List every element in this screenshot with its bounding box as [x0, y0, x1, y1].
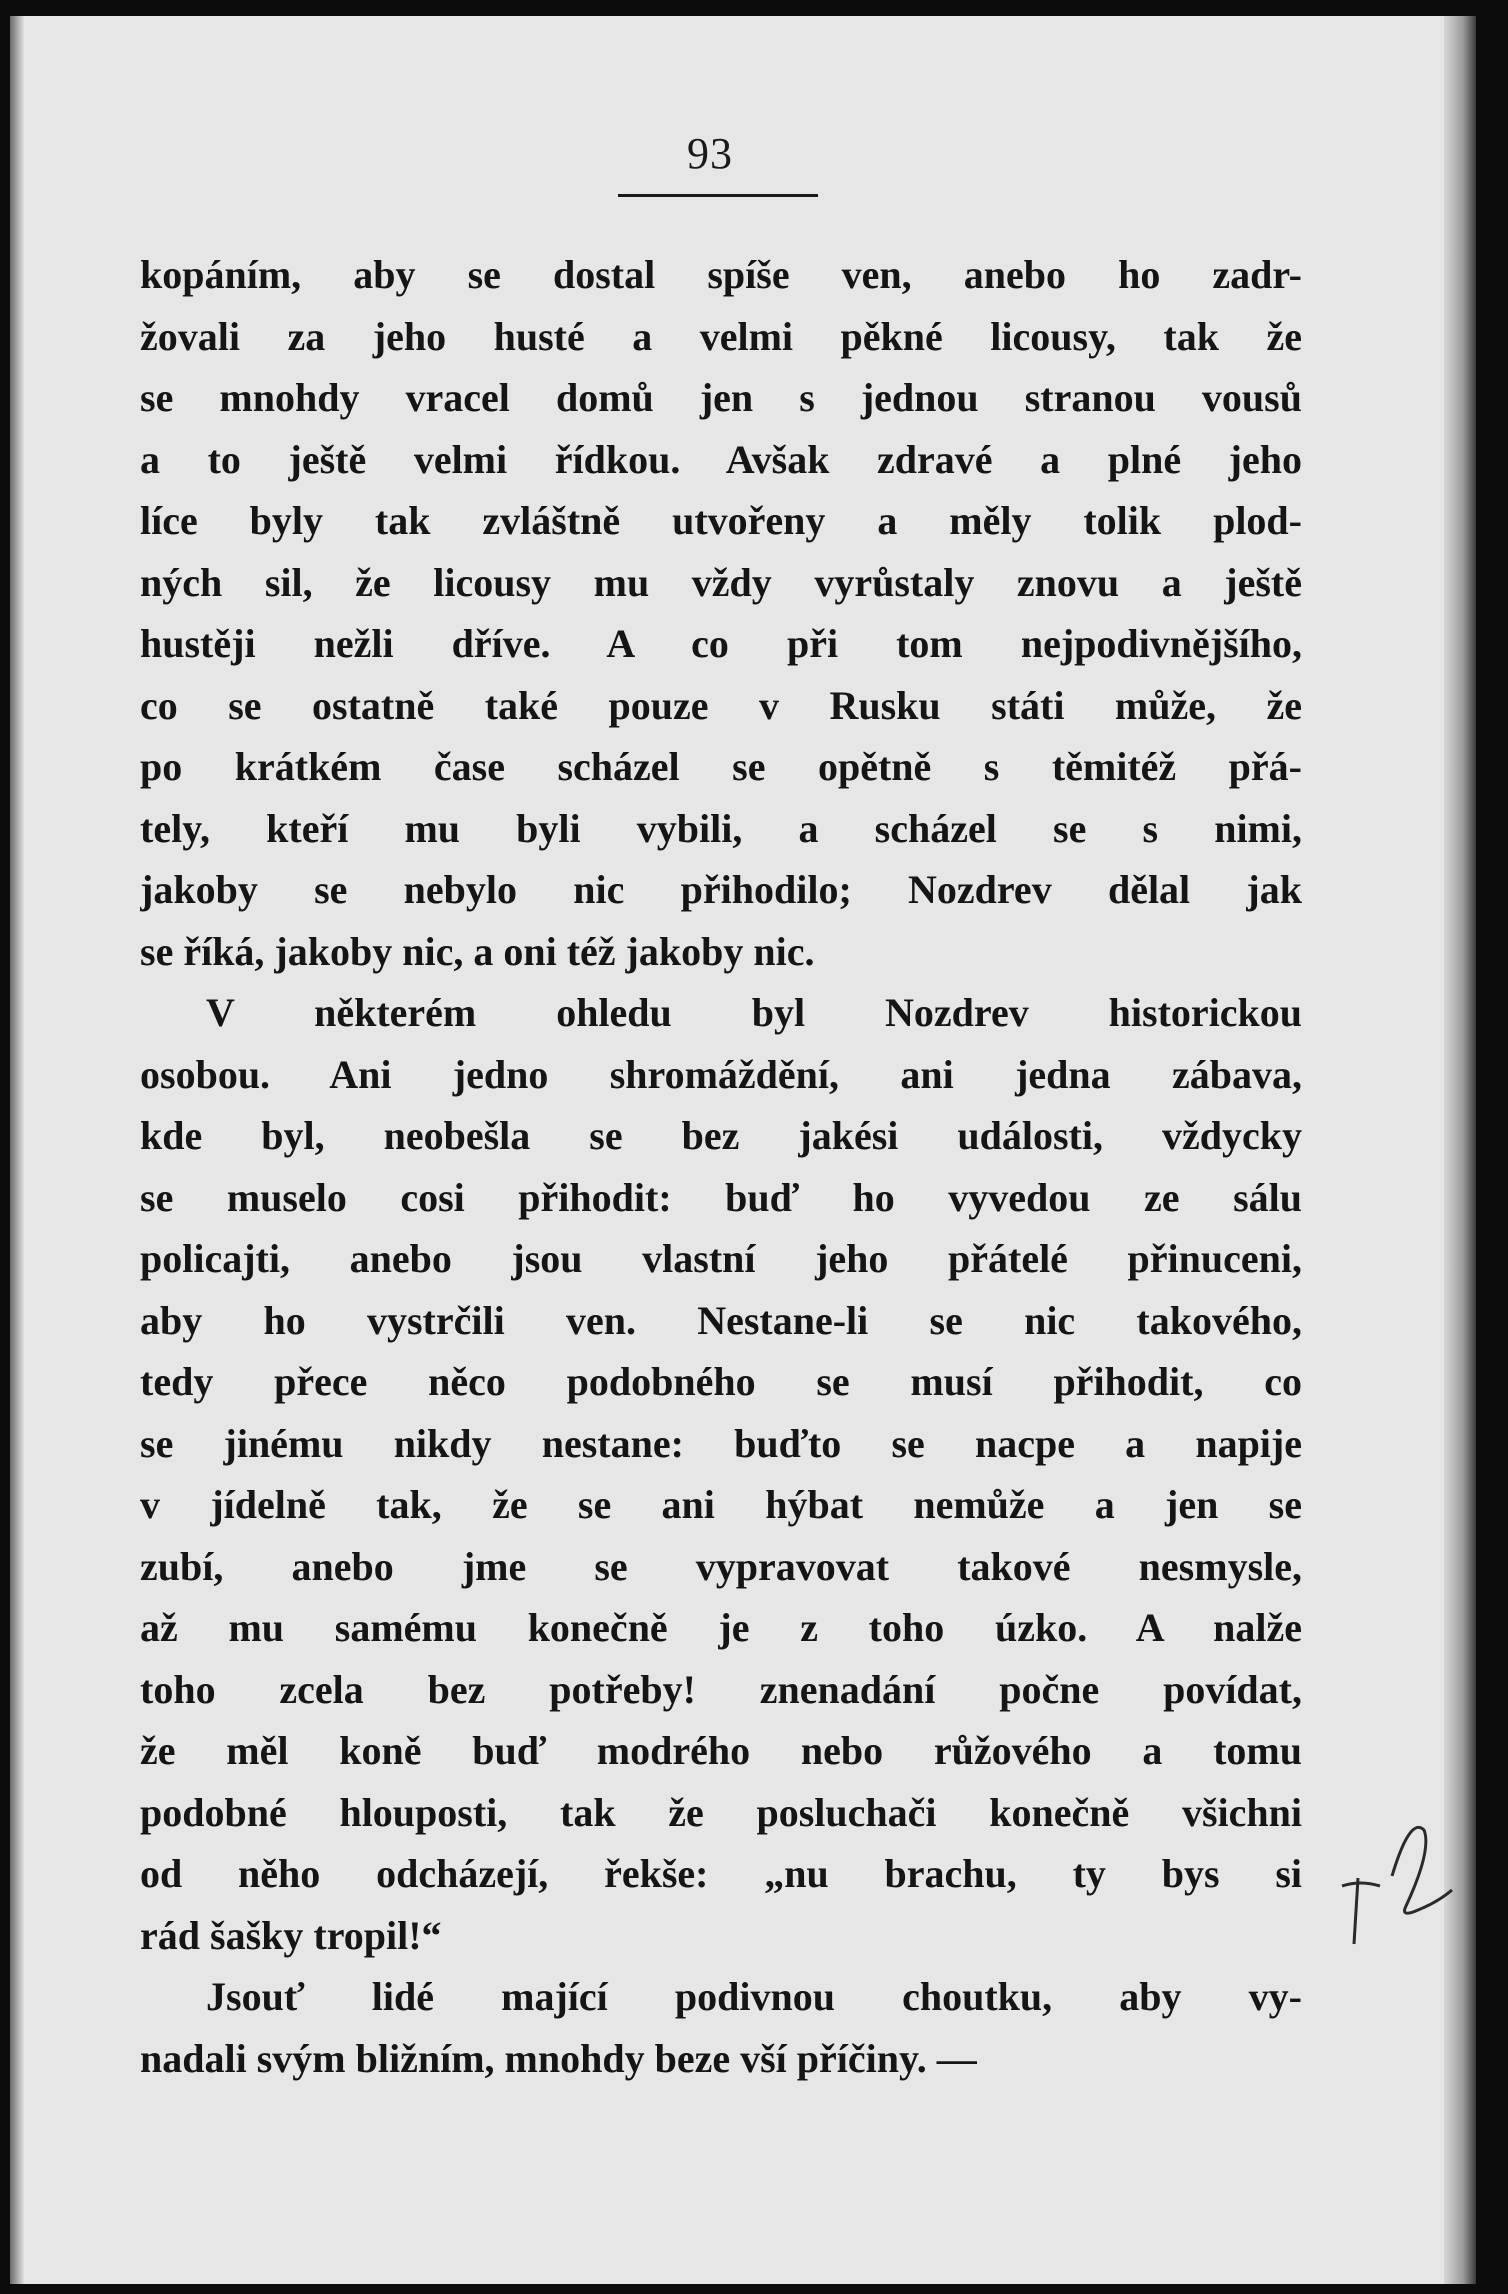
text-line: od něho odcházejí, řekše: „nu brachu, ty bys si	[140, 1851, 1302, 1896]
page-number: 93	[687, 129, 733, 178]
book-page	[10, 16, 1476, 2284]
text-line: jakoby se nebylo nic přihodilo; Nozdrev dělal jak	[140, 867, 1302, 912]
text-line: rád šašky tropil!“	[140, 1912, 442, 1958]
text-line: zubí, anebo jme se vypravovat takové nesmysle,	[140, 1543, 1302, 1589]
text-line: tedy přece něco podobného se musí přihodit, co	[140, 1359, 1302, 1404]
body-text	[140, 244, 1302, 2089]
text-line: až mu samému konečně je z toho úzko. A nalže	[140, 1605, 1302, 1650]
text-line: ných sil, že licousy mu vždy vyrůstaly znovu a ještě	[140, 559, 1302, 605]
page-shadow-left	[10, 16, 24, 2284]
text-line: Jsouť lidé mající podivnou choutku, aby vy-	[206, 1974, 1302, 2019]
text-line: se jinému nikdy nestane: buďto se nacpe a napije	[140, 1420, 1302, 1466]
text-line: že měl koně buď modrého nebo růžového a tomu	[140, 1728, 1302, 1773]
text-line: aby ho vystrčili ven. Nestane-li se nic takového,	[140, 1297, 1302, 1343]
text-line: v jídelně tak, že se ani hýbat nemůže a jen se	[140, 1482, 1302, 1527]
text-line: žovali za jeho husté a velmi pěkné licousy, tak že	[140, 313, 1302, 359]
text-line: se říká, jakoby nic, a oni též jakoby nic.	[140, 928, 815, 974]
text-line: kopáním, aby se dostal spíše ven, anebo ho zadr-	[140, 252, 1302, 297]
handwritten-margin-mark	[1340, 1806, 1460, 1956]
text-line: hustěji nežli dříve. A co při tom nejpodivnějšího,	[140, 621, 1302, 666]
text-line: kde byl, neobešla se bez jakési události, vždycky	[140, 1113, 1302, 1158]
text-line: tely, kteří mu byli vybili, a scházel se s nimi,	[140, 805, 1302, 851]
text-line: se mnohdy vracel domů jen s jednou stranou vousů	[140, 375, 1302, 420]
text-line: podobné hlouposti, tak že posluchači konečně všichni	[140, 1789, 1302, 1835]
text-line: líce byly tak zvláštně utvořeny a měly tolik plod-	[140, 498, 1302, 543]
text-line: po krátkém čase scházel se opětně s těmitéž přá-	[140, 744, 1302, 789]
text-line: policajti, anebo jsou vlastní jeho přátelé přinuceni,	[140, 1236, 1302, 1281]
text-line: a to ještě velmi řídkou. Avšak zdravé a plné jeho	[140, 436, 1302, 482]
page-header	[10, 128, 1410, 179]
header-rule	[618, 194, 818, 197]
text-line: V některém ohledu byl Nozdrev historickou	[206, 990, 1302, 1035]
text-line: se muselo cosi přihodit: buď ho vyvedou ze sálu	[140, 1174, 1302, 1220]
text-line: nadali svým bližním, mnohdy beze vší příčiny. —	[140, 2035, 977, 2081]
text-line: osobou. Ani jedno shromáždění, ani jedna zábava,	[140, 1051, 1302, 1097]
text-line: co se ostatně také pouze v Rusku státi může, že	[140, 682, 1302, 728]
text-line: toho zcela bez potřeby! znenadání počne povídat,	[140, 1666, 1302, 1712]
